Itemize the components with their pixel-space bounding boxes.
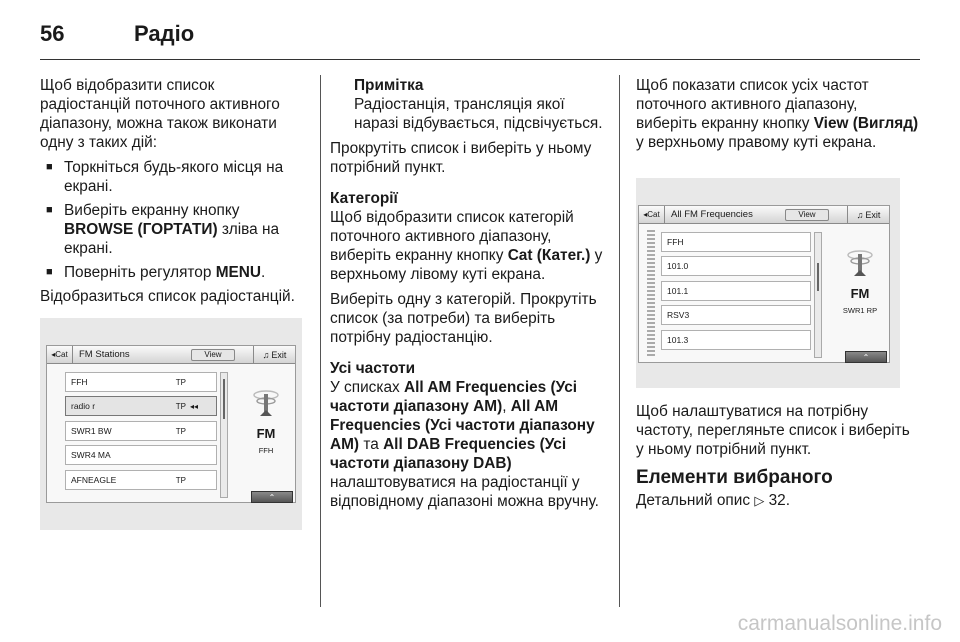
note-title: Примітка <box>354 77 424 94</box>
favourites-ref: Детальний опис ▷ 32. <box>636 492 791 509</box>
column-1 <box>40 76 308 306</box>
chevron-up-icon: ⌃ <box>862 352 870 362</box>
menu-label: MENU <box>215 264 262 281</box>
music-note-icon: ♫ <box>856 209 864 220</box>
action-browse: ■ Виберіть екранну кнопку BROWSE (ГОРТАТИ) зліва на екрані. <box>40 201 308 258</box>
list-item[interactable]: SWR1 BW TP <box>65 421 217 441</box>
all-fm-frequencies-screenshot <box>636 178 900 388</box>
action-touch: ■ Торкніться будь-якого місця на екрані. <box>40 158 308 196</box>
speaker-icon: ◂◂ <box>189 401 198 411</box>
tune-instruction: Щоб налаштуватися на потрібну частоту, перегляньте список і виберіть у ньому потрібний пункт. <box>636 403 910 458</box>
all-frequencies-heading: Усі частоти <box>330 360 416 377</box>
col1-intro: Щоб відобразити список радіостанцій поточного активного діапазону, можна також виконати одну з таких дій: <box>40 77 280 151</box>
all-fm-frequencies-screen <box>638 205 890 363</box>
list-item[interactable]: 101.0 <box>661 256 811 276</box>
list-title: FM Stations <box>79 349 130 360</box>
band-label: FM <box>256 426 276 441</box>
exit-button[interactable]: ♫ Exit <box>847 206 889 223</box>
list-item[interactable]: radio r TP ◂◂ <box>65 396 217 416</box>
favourites-heading: Елементи вибраного <box>636 467 833 488</box>
list-item[interactable]: 101.3 <box>661 330 811 350</box>
note-text: Радіостанція, трансляція якої наразі відбувається, підсвічується. <box>354 96 603 132</box>
page-title: Радіо <box>134 21 195 46</box>
view-button[interactable]: View <box>191 349 235 361</box>
categories-select: Виберіть одну з категорій. Прокрутіть список (за потреби) та виберіть потрібну радіостанцію. <box>330 291 597 346</box>
fm-band-icon <box>845 246 875 280</box>
view-instruction: Щоб показати список усіх частот поточного активного діапазону, виберіть екранну кнопку View (Вигляд) у верхньому правому куті екрана. <box>636 77 919 151</box>
page-header <box>40 16 194 52</box>
cat-button[interactable]: ◂Cat <box>639 206 665 223</box>
station-list <box>65 368 217 498</box>
browse-label: BROWSE (ГОРТАТИ) <box>64 221 218 238</box>
exit-button[interactable]: ♫ Exit <box>253 346 295 363</box>
cat-button[interactable]: ◂Cat <box>47 346 73 363</box>
view-label: View (Вигляд) <box>813 115 919 132</box>
note-block <box>330 76 608 133</box>
chevron-up-icon: ⌃ <box>268 492 276 502</box>
screen-topbar <box>639 206 889 224</box>
current-station: SWR1 RP <box>842 306 878 315</box>
all-frequencies-text: У списках All AM Frequencies (Усі частоти діапазону AM), All AM Frequencies (Усі частоти діапазону AM) та All DAB Frequencies (Усі частоти діапазону DAB) налаштовуватися на радіостанції у відповідному діапазоні можна вручну. <box>330 379 599 510</box>
header-rule <box>40 59 920 60</box>
column-divider-2 <box>619 75 620 607</box>
scroll-instruction: Прокрутіть список і виберіть у ньому потрібний пункт. <box>330 140 592 176</box>
column-2 <box>330 76 608 517</box>
action-list <box>40 158 308 282</box>
column-divider-1 <box>320 75 321 607</box>
list-item[interactable]: FFH <box>661 232 811 252</box>
column-3-lower <box>636 402 920 516</box>
band-label: FM <box>850 286 870 301</box>
list-item[interactable]: 101.1 <box>661 281 811 301</box>
scroll-up-button[interactable] <box>251 491 293 503</box>
fm-stations-screenshot <box>40 318 302 530</box>
music-note-icon: ♫ <box>262 349 270 360</box>
list-scrollbar[interactable] <box>220 372 228 498</box>
view-button[interactable]: View <box>785 209 829 221</box>
cat-label: Cat (Катег.) <box>507 247 591 264</box>
alphabet-index[interactable] <box>647 230 655 358</box>
frequency-list <box>661 228 811 358</box>
categories-heading: Категорії <box>330 190 398 207</box>
page-number: 56 <box>40 21 65 46</box>
col1-after: Відобразиться список радіостанцій. <box>40 288 295 305</box>
column-3 <box>636 76 920 158</box>
list-item[interactable]: RSV3 <box>661 305 811 325</box>
current-station: FFH <box>258 446 274 455</box>
fm-band-icon <box>251 386 281 420</box>
page-ref-icon: ▷ <box>754 493 765 508</box>
list-item[interactable]: AFNEAGLE TP <box>65 470 217 490</box>
list-scrollbar[interactable] <box>814 232 822 358</box>
fm-stations-screen <box>46 345 296 503</box>
categories-text: Щоб відобразити список категорій поточного активного діапазону, виберіть екранну кнопку Cat (Катег.) у верхньому лівому куті екрана. <box>330 209 603 283</box>
list-item[interactable]: SWR4 MA <box>65 445 217 465</box>
list-title: All FM Frequencies <box>671 209 753 220</box>
scroll-up-button[interactable] <box>845 351 887 363</box>
screen-topbar <box>47 346 295 364</box>
action-menu: ■ Поверніть регулятор MENU. <box>40 263 308 282</box>
watermark: carmanualsonline.info <box>737 612 942 635</box>
list-item[interactable]: FFH TP <box>65 372 217 392</box>
